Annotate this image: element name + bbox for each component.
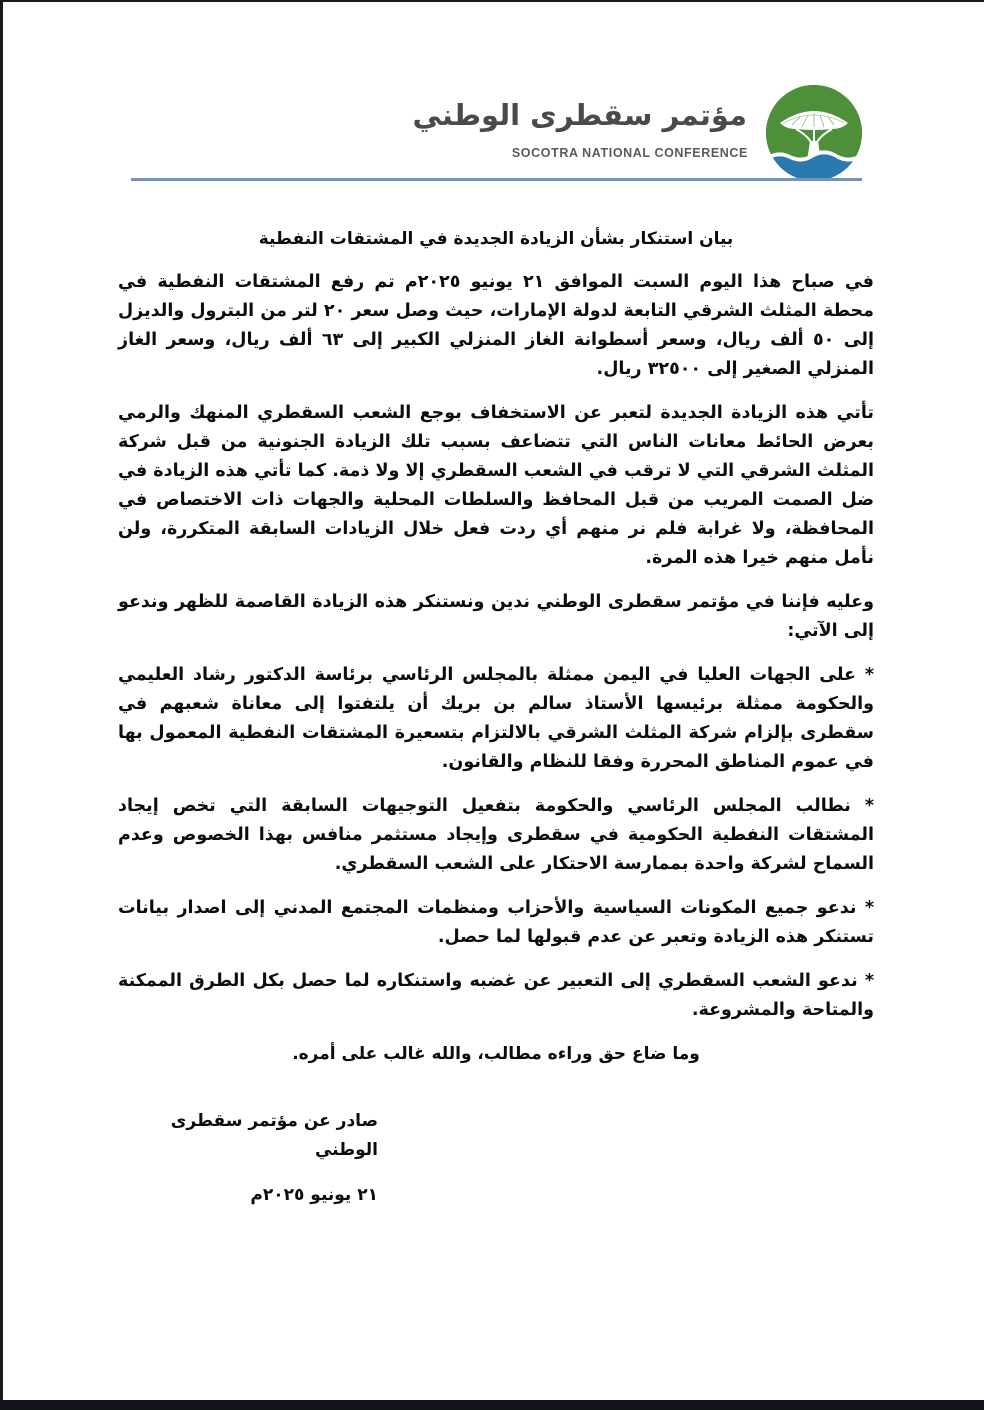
signature-block <box>118 1107 378 1210</box>
letterhead <box>131 80 862 180</box>
paragraph-demands-intro: وعليه فإننا في مؤتمر سقطرى الوطني ندين ونستنكر هذه الزيادة القاصمة للظهر وندعو إلى الآتي: <box>118 592 874 641</box>
org-name-english: SOCOTRA NATIONAL CONFERENCE <box>511 146 748 160</box>
statement-body <box>118 224 874 1069</box>
issue-date: ٢١ يونيو ٢٠٢٥م <box>250 1185 378 1205</box>
demand-item-2: * نطالب المجلس الرئاسي والحكومة بتفعيل التوجيهات السابقة التي تخص إيجاد المشتقات النفطية الحكومية في سقطرى وإيجاد مستثمر منافس بهذا الخصوص وعدم السماح لشركة واحدة بممارسة الاحتكار على الشعب السقطري. <box>118 796 874 874</box>
statement-title: بيان استنكار بشأن الزيادة الجديدة في المشتقات النفطية <box>258 229 734 249</box>
demand-item-1: * على الجهات العليا في اليمن ممثلة بالمجلس الرئاسي برئاسة الدكتور رشاد العليمي والحكومة ممثلة برئيسها الأستاذ سالم بن بريك أن يلتفتوا إلى معاناة شعبهم في سقطرى بإلزام شركة المثلث الشرقي بالالتزام بتسعيرة المشتقات النفطية المعمول بها في عموم المناطق المحررة وفقا للنظام والقانون. <box>118 665 874 772</box>
org-name-arabic: مؤتمر سقطرى الوطني <box>412 98 747 132</box>
paragraph-condemnation: تأتي هذه الزيادة الجديدة لتعبر عن الاستخفاف بوجع الشعب السقطري المنهك والرمي بعرض الحائط معانات الناس التي تتضاعف بسبب تلك الزيادة الجنونية من قبل شركة المثلث الشرقي التي لا ترقب في الشعب السقطري إلا ولا ذمة. كما تأتي هذه الزيادة في ضل الصمت المريب من قبل المحافظ والسلطات المحلية والجهات ذات الاختصاص في المحافظة، ولا غرابة فلم نر منهم أي ردت فعل خلال الزيادات السابقة المتكررة، ولن نأمل منهم خيرا هذه المرة. <box>118 403 874 568</box>
closing-line: وما ضاع حق وراءه مطالب، والله غالب على أمره. <box>292 1044 700 1064</box>
page-frame-left <box>0 0 3 1410</box>
dragon-blood-tree-logo-icon <box>766 85 862 181</box>
issuer-line: صادر عن مؤتمر سقطرى الوطني <box>170 1111 378 1160</box>
header-divider <box>131 178 862 181</box>
page-frame-bottom <box>0 1400 984 1410</box>
paragraph-price-increase: في صباح هذا اليوم السبت الموافق ٢١ يونيو ٢٠٢٥م تم رفع المشتقات النفطية في محطة المثلث الشرقي التابعة لدولة الإمارات، حيث وصل سعر ٢٠ لتر من البترول والديزل إلى ٥٠ ألف ريال، وسعر أسطوانة الغاز المنزلي الكبير إلى ٦٣ ألف ريال، وسعر الغاز المنزلي الصغير إلى ٣٢٥٠٠ ريال. <box>118 272 875 379</box>
demand-item-3: * ندعو جميع المكونات السياسية والأحزاب ومنظمات المجتمع المدني إلى اصدار بيانات تستنكر هذه الزيادة وتعبر عن عدم قبولها لما حصل. <box>118 898 874 947</box>
page-frame-top <box>0 0 984 2</box>
demand-item-4: * ندعو الشعب السقطري إلى التعبير عن غضبه واستنكاره لما حصل بكل الطرق الممكنة والمتاحة والمشروعة. <box>118 971 874 1020</box>
